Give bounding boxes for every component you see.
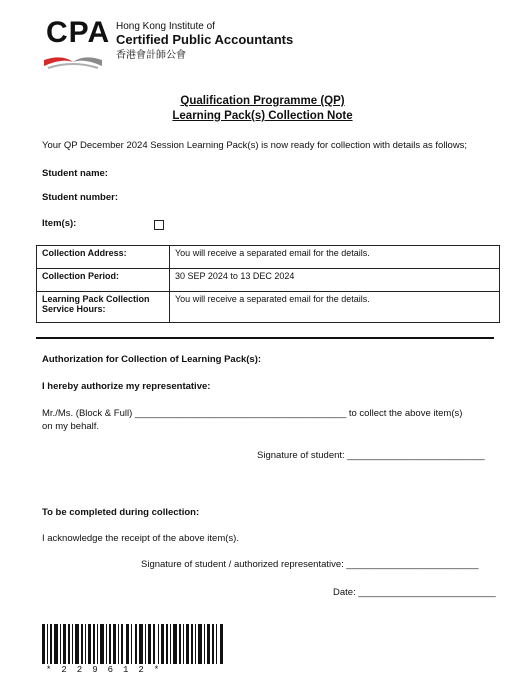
auth-subheading: I hereby authorize my representative:	[42, 381, 211, 392]
table-row	[37, 292, 500, 323]
org-name-line1: Hong Kong Institute of	[116, 21, 215, 32]
table-value: You will receive a separated email for the details.	[170, 292, 500, 323]
behalf-text: on my behalf.	[42, 421, 100, 432]
table-value: 30 SEP 2024 to 13 DEC 2024	[170, 269, 500, 292]
table-value: You will receive a separated email for the details.	[170, 246, 500, 269]
barcode-number: *229612*	[46, 665, 170, 675]
auth-heading: Authorization for Collection of Learning Pack(s):	[42, 354, 262, 365]
org-name-line2: Certified Public Accountants	[116, 32, 294, 47]
collection-info-table	[36, 245, 500, 323]
logo-swoosh-icon	[42, 52, 104, 70]
representative-name-line: Mr./Ms. (Block & Full) ________________________________________ to collect the above item(s)	[42, 408, 463, 419]
table-label: Learning Pack Collection Service Hours:	[37, 292, 170, 323]
document-title: Qualification Programme (QP)	[180, 95, 345, 107]
table-label: Collection Address:	[37, 246, 170, 269]
barcode-icon	[40, 622, 230, 666]
items-label: Item(s):	[42, 218, 77, 229]
org-name-chinese: 香港會計師公會	[116, 50, 186, 61]
cpa-logo-text: CPA	[46, 16, 111, 49]
table-label: Collection Period:	[37, 269, 170, 292]
items-checkbox[interactable]	[154, 220, 164, 230]
date-line: Date: __________________________	[333, 587, 496, 598]
document-subtitle: Learning Pack(s) Collection Note	[172, 110, 353, 122]
student-signature-line: Signature of student: __________________________	[257, 450, 485, 461]
table-row	[37, 246, 500, 269]
acknowledge-text: I acknowledge the receipt of the above item(s).	[42, 533, 239, 544]
section-divider	[36, 337, 494, 339]
intro-text: Your QP December 2024 Session Learning Pack(s) is now ready for collection with details as follows;	[42, 140, 468, 151]
student-number-label: Student number:	[42, 192, 118, 203]
completed-heading: To be completed during collection:	[42, 507, 200, 518]
student-name-label: Student name:	[42, 168, 108, 179]
representative-signature-line: Signature of student / authorized representative: _________________________	[141, 559, 479, 570]
table-row	[37, 269, 500, 292]
